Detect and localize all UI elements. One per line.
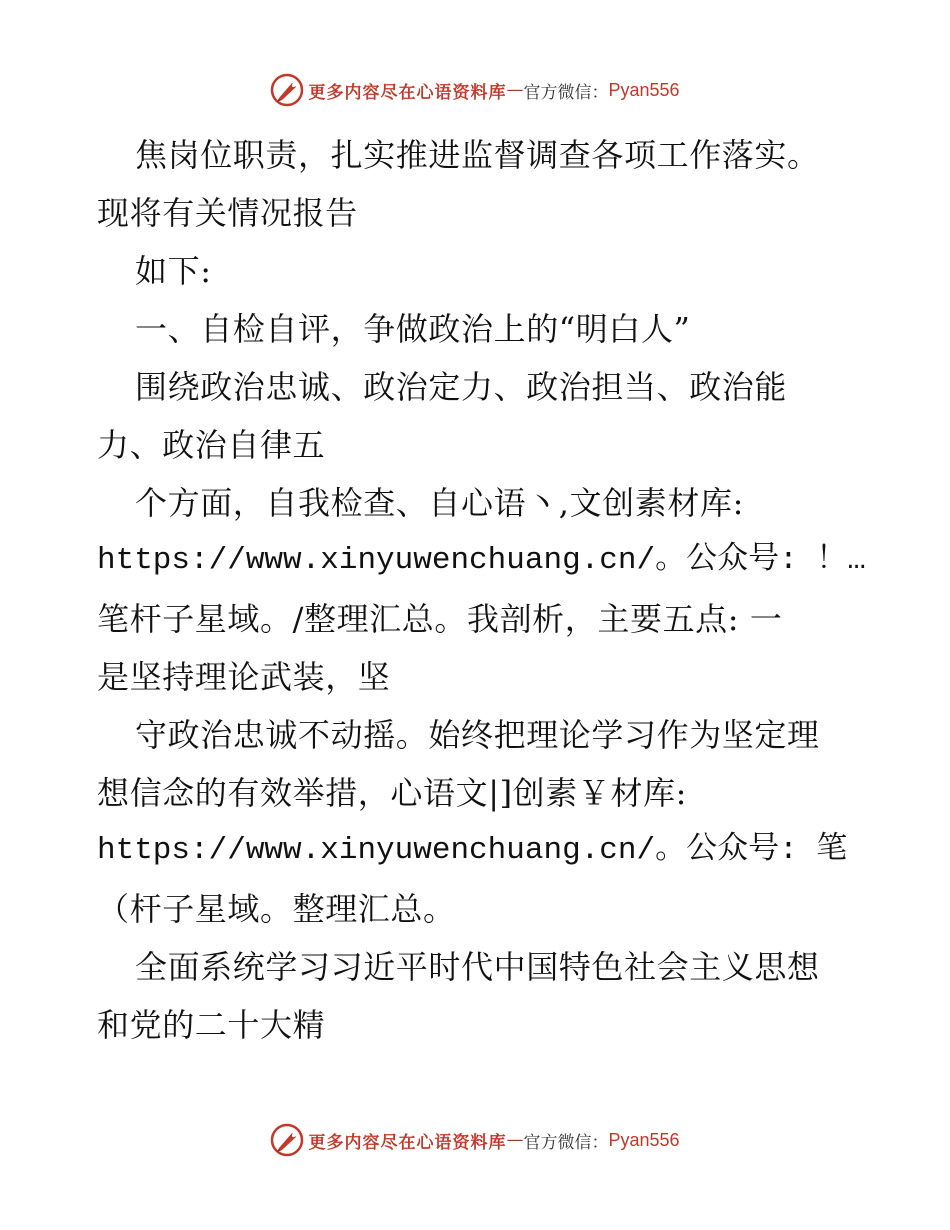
body-line: 全面系统学习习近平时代中国特色社会主义思想 (135, 948, 820, 986)
body-line: 现将有关情况报告 (97, 194, 358, 232)
pen-nib-logo-icon (270, 73, 304, 107)
document-body (97, 126, 887, 1054)
banner-wechat-label: 官方微信： (523, 1132, 609, 1153)
banner-separator: — (506, 1130, 524, 1150)
banner-wechat-id: Pyan556 (608, 1129, 680, 1150)
body-line: 如下: (135, 252, 212, 290)
banner-wechat-label: 官方微信： (523, 82, 609, 103)
body-line: 围绕政治忠诚、政治定力、政治担当、政治能 (135, 368, 788, 406)
header-banner (0, 70, 950, 110)
banner-title: 更多内容尽在心语资料库 (308, 1132, 507, 1153)
banner-wechat-id: Pyan556 (608, 79, 680, 100)
footer-banner (0, 1120, 950, 1160)
url-line: https://www.xinyuwenchuang.cn/。公众号: 笔 (97, 833, 848, 868)
body-line: 力、政治自律五 (97, 426, 326, 464)
body-line: 守政治忠诚不动摇。始终把理论学习作为坚定理 (135, 716, 820, 754)
banner-separator: — (506, 80, 524, 100)
section-heading: 一、自检自评，争做政治上的“明白人” (135, 310, 691, 348)
body-line: 想信念的有效举措，心语文|]创素￥材库: (97, 774, 688, 812)
url-line: https://www.xinyuwenchuang.cn/。公众号: ！… (97, 543, 866, 578)
body-line: 和党的二十大精 (97, 1006, 326, 1044)
body-line: （杆子星域。整理汇总。 (97, 890, 456, 928)
banner-title: 更多内容尽在心语资料库 (308, 82, 507, 103)
body-line: 个方面，自我检查、自心语丶,文创素材库: (135, 484, 744, 522)
body-line: 是坚持理论武装，坚 (97, 658, 391, 696)
body-line: 笔杆子星域。/整理汇总。我剖析，主要五点: 一 (97, 600, 783, 638)
body-line: 焦岗位职责，扎实推进监督调查各项工作落实。 (135, 136, 820, 174)
pen-nib-logo-icon (270, 1123, 304, 1157)
